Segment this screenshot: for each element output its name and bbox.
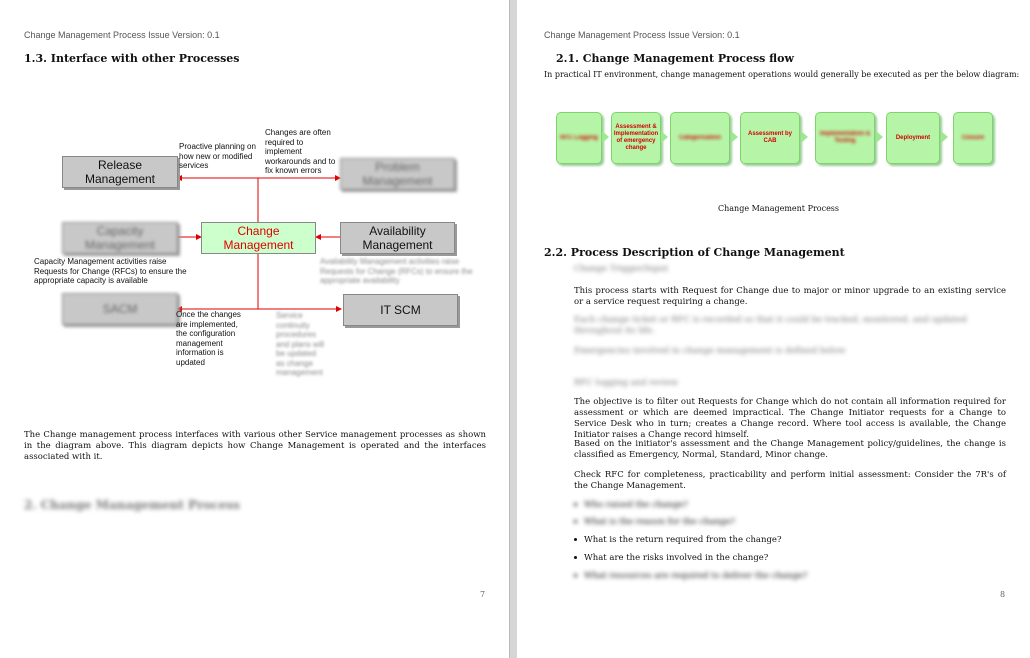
flow-heading: 2.1. Change Management Process flow	[556, 52, 794, 65]
change-management-box: Change Management	[201, 222, 316, 254]
bullet-item: What is the return required from the change?	[574, 535, 782, 545]
interface-diagram-connectors	[0, 0, 509, 400]
blurred-subheading: RFC logging and review	[574, 378, 679, 388]
capacity-management-box: Capacity Management	[62, 222, 178, 254]
flow-arrow	[731, 131, 738, 143]
bullet-item: What resources are required to deliver the change?	[574, 571, 807, 581]
page-header: Change Management Process Issue Version: 0.1	[544, 30, 740, 40]
release-note: Proactive planning on how new or modified services	[179, 142, 256, 170]
flow-arrow	[801, 131, 808, 143]
trigger-paragraph: This process starts with Request for Change due to major or minor upgrade to an existing service or a service request requiring a change.	[574, 286, 1006, 307]
flow-arrow	[876, 131, 883, 143]
blurred-section-heading: 2. Change Management Process	[24, 498, 240, 512]
flow-step-rfc-logging: RFC Logging	[556, 112, 602, 164]
interface-paragraph: The Change management process interfaces with various other Service management processes as shown in the diagram above. This diagram depicts how Change Management is operated and the interfaces associated with it.	[24, 430, 486, 462]
flow-arrow	[941, 131, 948, 143]
flow-arrow	[602, 131, 609, 143]
flow-step-implementation: Implementation & Testing	[815, 112, 875, 164]
sacm-box: SACM	[62, 293, 178, 325]
capacity-note: Capacity Management activities raise Requests for Change (RFCs) to ensure the appropriate capacity is available	[34, 257, 187, 285]
check-rfc-paragraph: Check RFC for completeness, practicability and perform initial assessment: Consider the 7R's of the Change Management.	[574, 470, 1006, 491]
sacm-note: Once the changes are implemented, the configuration management information is updated	[176, 310, 241, 367]
process-description-heading: 2.2. Process Description of Change Management	[544, 246, 845, 259]
flow-intro: In practical IT environment, change management operations would generally be executed as per the below diagram:	[544, 70, 1020, 79]
classification-paragraph: Based on the initiator's assessment and the Change Management policy/guidelines, the change is classified as Emergency, Normal, Standard, Minor change.	[574, 439, 1006, 460]
page-header: Change Management Process Issue Version: 0.1	[24, 30, 220, 40]
problem-management-box: Problem Management	[340, 158, 455, 190]
page-number: 8	[1000, 590, 1006, 599]
itscm-note: Service continuity procedures and plans will be updated as change management	[276, 311, 325, 377]
blurred-subheading: Change Trigger/Input	[574, 264, 669, 274]
flow-step-emergency-change: Assessment & Implementation of emergency change	[611, 112, 661, 164]
release-management-box: Release Management	[62, 156, 178, 188]
page-number: 7	[480, 590, 486, 599]
availability-note: Availability Management activities raise Requests for Change (RFCs) to ensure the appropriate availability	[320, 257, 473, 285]
blurred-paragraph: Emergencies involved in change management is defined below	[574, 346, 846, 356]
flow-step-categorisation: Categorisation	[670, 112, 730, 164]
bullet-item: What are the risks involved in the change?	[574, 553, 768, 563]
flow-step-assessment-cab: Assessment by CAB	[740, 112, 800, 164]
flow-caption: Change Management Process	[718, 204, 840, 213]
blurred-paragraph: Each change ticket or RFC is recorded so that it could be tracked, monitored, and updated throughout its life.	[574, 315, 967, 336]
flow-step-deployment: Deployment	[886, 112, 940, 164]
bullet-item: What is the reason for the change?	[574, 517, 735, 527]
it-scm-box: IT SCM	[343, 294, 458, 326]
problem-note: Changes are often required to implement workarounds and to fix known errors	[265, 128, 336, 175]
document-page-8	[517, 0, 1030, 658]
bullet-item: Who raised the change?	[574, 500, 688, 510]
objective-paragraph: The objective is to filter out Requests for Change which do not contain all information required for assessment or which are deemed impractical. The Change Initiator requests for a Change to Service Desk who in turn; creates a Change record. Where tool access is available, the Change Initiator raises a Change record himself.	[574, 397, 1006, 440]
flow-step-closure: Closure	[953, 112, 993, 164]
flow-arrow	[661, 131, 668, 143]
section-heading: 1.3. Interface with other Processes	[24, 52, 240, 65]
document-page-7	[0, 0, 510, 658]
availability-management-box: Availability Management	[340, 222, 455, 254]
